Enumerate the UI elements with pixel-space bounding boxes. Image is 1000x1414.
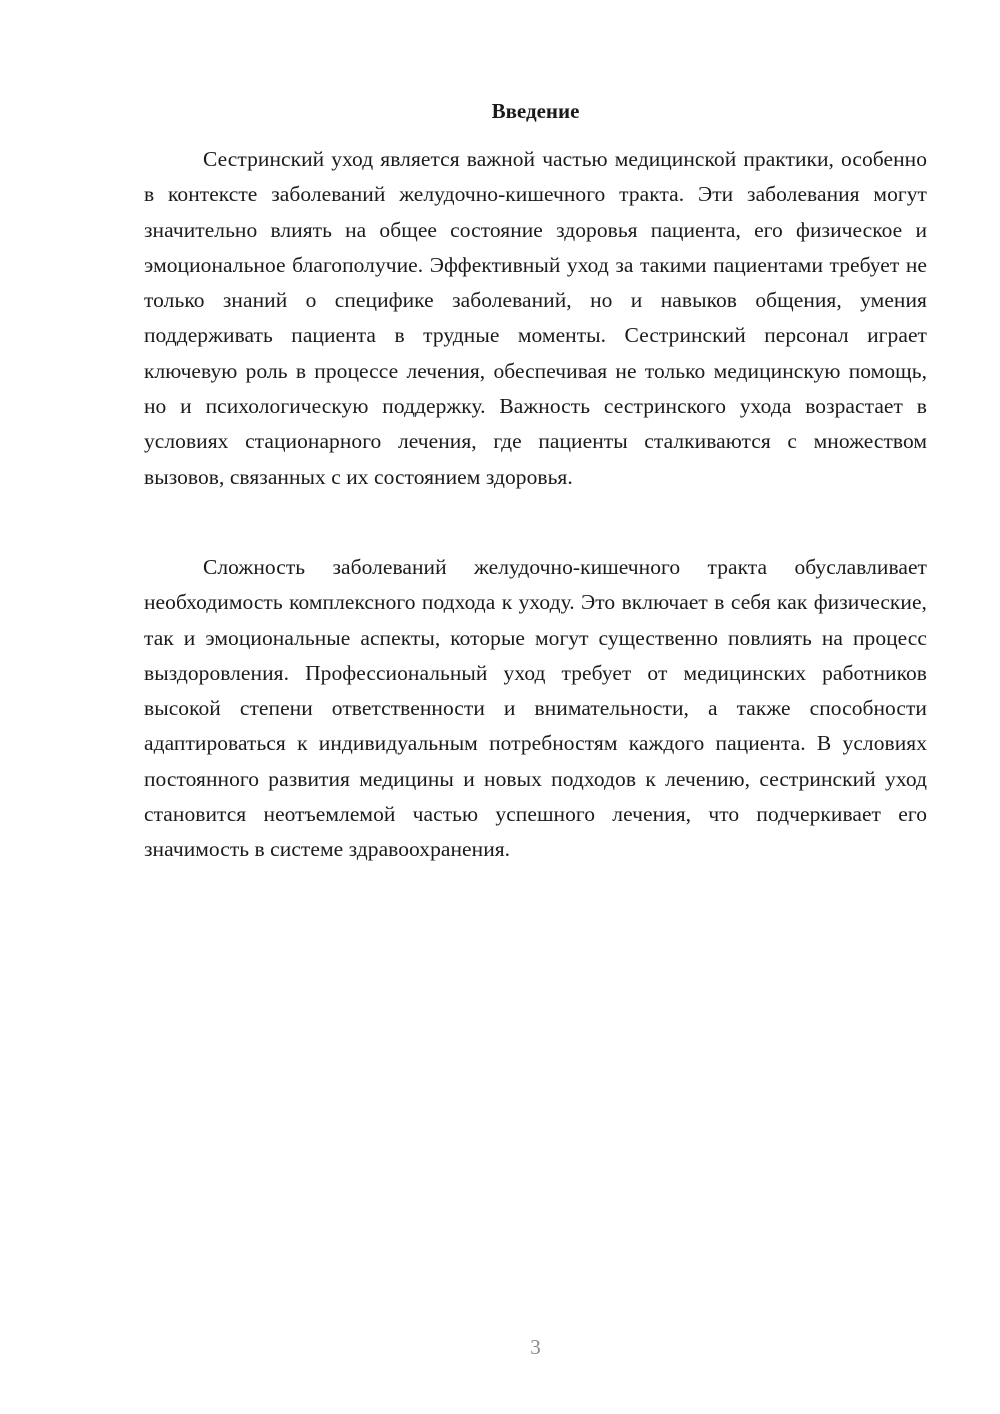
paragraph-2: Сложность заболеваний желудочно-кишечного тракта обуславливает необходимость комплексного подхода к уходу. Это включает в себя как физические, так и эмоциональные аспекты, которые могут существенно повлиять на процесс выздоровления. Профессиональный уход требует от медицинских работников высокой степени ответственности и внимательности, а также способности адаптироваться к индивидуальным потребностям каждого пациента. В условиях постоянного развития медицины и новых подходов к лечению, сестринский уход становится неотъемлемой частью успешного лечения, что подчеркивает его значимость в системе здравоохранения. xyxy=(144,555,927,862)
paragraph-1: Сестринский уход является важной частью медицинской практики, особенно в контексте заболеваний желудочно-кишечного тракта. Эти заболевания могут значительно влиять на общее состояние здоровья пациента, его физическое и эмоциональное благополучие. Эффективный уход за такими пациентами требует не только знаний о специфике заболеваний, но и навыков общения, умения поддерживать пациента в трудные моменты. Сестринский персонал играет ключевую роль в процессе лечения, обеспечивая не только медицинскую помощь, но и психологическую поддержку. Важность сестринского ухода возрастает в условиях стационарного лечения, где пациенты сталкиваются с множеством вызовов, связанных с их состоянием здоровья. xyxy=(144,147,927,489)
page-number: 3 xyxy=(530,1335,541,1359)
section-heading: Введение xyxy=(491,99,580,123)
